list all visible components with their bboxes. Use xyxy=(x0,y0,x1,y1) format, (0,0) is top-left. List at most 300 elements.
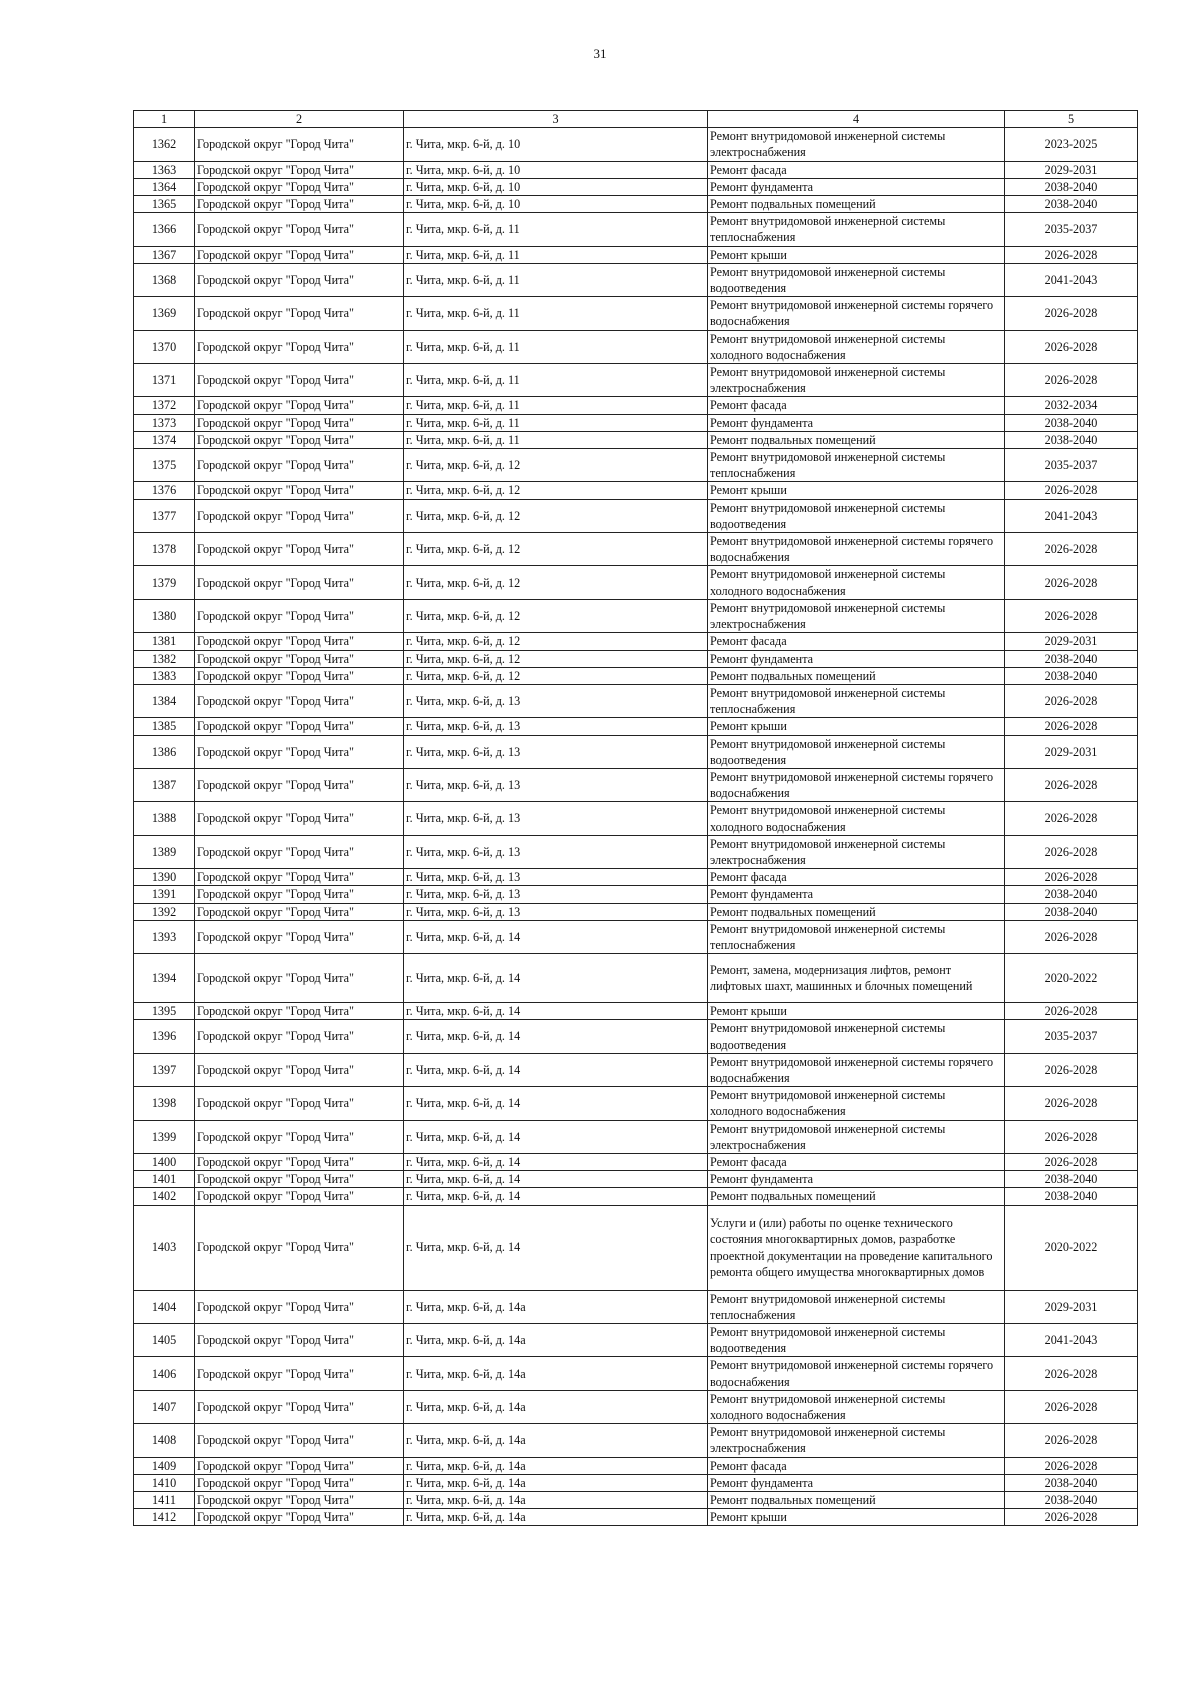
work-type-cell: Ремонт подвальных помещений xyxy=(708,1188,1005,1205)
row-number-cell: 1397 xyxy=(134,1053,195,1086)
address-cell: г. Чита, мкр. 6-й, д. 10 xyxy=(404,128,708,161)
row-number-cell: 1374 xyxy=(134,431,195,448)
municipality-cell: Городской округ "Город Чита" xyxy=(195,1474,404,1491)
period-cell: 2026-2028 xyxy=(1005,1003,1138,1020)
column-header: 4 xyxy=(708,111,1005,128)
municipality-cell: Городской округ "Город Чита" xyxy=(195,161,404,178)
row-number-cell: 1402 xyxy=(134,1188,195,1205)
period-cell: 2026-2028 xyxy=(1005,768,1138,801)
municipality-cell: Городской округ "Город Чита" xyxy=(195,1020,404,1053)
row-number-cell: 1398 xyxy=(134,1087,195,1120)
period-cell: 2026-2028 xyxy=(1005,802,1138,835)
address-cell: г. Чита, мкр. 6-й, д. 12 xyxy=(404,482,708,499)
address-cell: г. Чита, мкр. 6-й, д. 10 xyxy=(404,178,708,195)
work-type-cell: Ремонт крыши xyxy=(708,246,1005,263)
row-number-cell: 1362 xyxy=(134,128,195,161)
row-number-cell: 1382 xyxy=(134,650,195,667)
period-cell: 2038-2040 xyxy=(1005,886,1138,903)
address-cell: г. Чита, мкр. 6-й, д. 12 xyxy=(404,499,708,532)
municipality-cell: Городской округ "Город Чита" xyxy=(195,1492,404,1509)
period-cell: 2026-2028 xyxy=(1005,835,1138,868)
municipality-cell: Городской округ "Город Чита" xyxy=(195,1087,404,1120)
municipality-cell: Городской округ "Город Чита" xyxy=(195,1003,404,1020)
row-number-cell: 1366 xyxy=(134,213,195,246)
municipality-cell: Городской округ "Город Чита" xyxy=(195,1153,404,1170)
work-type-cell: Ремонт, замена, модернизация лифтов, ремонт лифтовых шахт, машинных и блочных помещений xyxy=(708,954,1005,1003)
period-cell: 2026-2028 xyxy=(1005,1087,1138,1120)
period-cell: 2035-2037 xyxy=(1005,449,1138,482)
table-row xyxy=(134,869,1138,886)
table-row xyxy=(134,886,1138,903)
work-type-cell: Ремонт фундамента xyxy=(708,178,1005,195)
row-number-cell: 1408 xyxy=(134,1424,195,1457)
table-row xyxy=(134,1290,1138,1323)
address-cell: г. Чита, мкр. 6-й, д. 11 xyxy=(404,397,708,414)
row-number-cell: 1378 xyxy=(134,533,195,566)
period-cell: 2032-2034 xyxy=(1005,397,1138,414)
period-cell: 2041-2043 xyxy=(1005,1324,1138,1357)
address-cell: г. Чита, мкр. 6-й, д. 14 xyxy=(404,1153,708,1170)
work-type-cell: Ремонт подвальных помещений xyxy=(708,1492,1005,1509)
address-cell: г. Чита, мкр. 6-й, д. 14 xyxy=(404,920,708,953)
work-type-cell: Ремонт подвальных помещений xyxy=(708,667,1005,684)
work-type-cell: Ремонт фундамента xyxy=(708,414,1005,431)
address-cell: г. Чита, мкр. 6-й, д. 14а xyxy=(404,1390,708,1423)
row-number-cell: 1385 xyxy=(134,718,195,735)
municipality-cell: Городской округ "Город Чита" xyxy=(195,499,404,532)
municipality-cell: Городской округ "Город Чита" xyxy=(195,449,404,482)
work-type-cell: Ремонт крыши xyxy=(708,1003,1005,1020)
work-type-cell: Ремонт внутридомовой инженерной системы теплоснабжения xyxy=(708,684,1005,717)
table-row xyxy=(134,1324,1138,1357)
municipality-cell: Городской округ "Город Чита" xyxy=(195,802,404,835)
row-number-cell: 1399 xyxy=(134,1120,195,1153)
period-cell: 2026-2028 xyxy=(1005,482,1138,499)
table-body xyxy=(134,128,1138,1526)
municipality-cell: Городской округ "Город Чита" xyxy=(195,414,404,431)
period-cell: 2038-2040 xyxy=(1005,903,1138,920)
table-row xyxy=(134,920,1138,953)
row-number-cell: 1386 xyxy=(134,735,195,768)
table-row xyxy=(134,213,1138,246)
table-row xyxy=(134,735,1138,768)
address-cell: г. Чита, мкр. 6-й, д. 14 xyxy=(404,1003,708,1020)
municipality-cell: Городской округ "Город Чита" xyxy=(195,684,404,717)
work-type-cell: Ремонт подвальных помещений xyxy=(708,903,1005,920)
period-cell: 2026-2028 xyxy=(1005,920,1138,953)
table-row xyxy=(134,954,1138,1003)
table-row xyxy=(134,499,1138,532)
table-row xyxy=(134,161,1138,178)
row-number-cell: 1401 xyxy=(134,1171,195,1188)
address-cell: г. Чита, мкр. 6-й, д. 14 xyxy=(404,1120,708,1153)
row-number-cell: 1407 xyxy=(134,1390,195,1423)
municipality-cell: Городской округ "Город Чита" xyxy=(195,1457,404,1474)
table-row xyxy=(134,482,1138,499)
address-cell: г. Чита, мкр. 6-й, д. 14 xyxy=(404,1087,708,1120)
municipality-cell: Городской округ "Город Чита" xyxy=(195,768,404,801)
row-number-cell: 1376 xyxy=(134,482,195,499)
period-cell: 2026-2028 xyxy=(1005,1120,1138,1153)
table-row xyxy=(134,397,1138,414)
period-cell: 2029-2031 xyxy=(1005,735,1138,768)
period-cell: 2038-2040 xyxy=(1005,178,1138,195)
period-cell: 2035-2037 xyxy=(1005,1020,1138,1053)
capital-repair-table xyxy=(133,110,1138,1526)
period-cell: 2029-2031 xyxy=(1005,161,1138,178)
row-number-cell: 1364 xyxy=(134,178,195,195)
row-number-cell: 1383 xyxy=(134,667,195,684)
municipality-cell: Городской округ "Город Чита" xyxy=(195,297,404,330)
address-cell: г. Чита, мкр. 6-й, д. 13 xyxy=(404,768,708,801)
period-cell: 2020-2022 xyxy=(1005,1205,1138,1290)
municipality-cell: Городской округ "Город Чита" xyxy=(195,364,404,397)
address-cell: г. Чита, мкр. 6-й, д. 13 xyxy=(404,684,708,717)
address-cell: г. Чита, мкр. 6-й, д. 13 xyxy=(404,802,708,835)
row-number-cell: 1379 xyxy=(134,566,195,599)
municipality-cell: Городской округ "Город Чита" xyxy=(195,1324,404,1357)
table-row xyxy=(134,768,1138,801)
work-type-cell: Ремонт фасада xyxy=(708,633,1005,650)
municipality-cell: Городской округ "Город Чита" xyxy=(195,667,404,684)
municipality-cell: Городской округ "Город Чита" xyxy=(195,213,404,246)
row-number-cell: 1404 xyxy=(134,1290,195,1323)
address-cell: г. Чита, мкр. 6-й, д. 14а xyxy=(404,1509,708,1526)
period-cell: 2029-2031 xyxy=(1005,633,1138,650)
row-number-cell: 1393 xyxy=(134,920,195,953)
table-row xyxy=(134,128,1138,161)
table-row xyxy=(134,364,1138,397)
table-row xyxy=(134,633,1138,650)
address-cell: г. Чита, мкр. 6-й, д. 14 xyxy=(404,954,708,1003)
table-row xyxy=(134,1053,1138,1086)
municipality-cell: Городской округ "Город Чита" xyxy=(195,330,404,363)
row-number-cell: 1372 xyxy=(134,397,195,414)
table-row xyxy=(134,196,1138,213)
address-cell: г. Чита, мкр. 6-й, д. 13 xyxy=(404,735,708,768)
address-cell: г. Чита, мкр. 6-й, д. 11 xyxy=(404,263,708,296)
address-cell: г. Чита, мкр. 6-й, д. 14 xyxy=(404,1171,708,1188)
row-number-cell: 1370 xyxy=(134,330,195,363)
table-row xyxy=(134,1020,1138,1053)
table-row xyxy=(134,903,1138,920)
period-cell: 2026-2028 xyxy=(1005,246,1138,263)
period-cell: 2026-2028 xyxy=(1005,364,1138,397)
work-type-cell: Ремонт внутридомовой инженерной системы холодного водоснабжения xyxy=(708,1390,1005,1423)
period-cell: 2026-2028 xyxy=(1005,1153,1138,1170)
table-row xyxy=(134,599,1138,632)
address-cell: г. Чита, мкр. 6-й, д. 13 xyxy=(404,718,708,735)
work-type-cell: Ремонт подвальных помещений xyxy=(708,431,1005,448)
municipality-cell: Городской округ "Город Чита" xyxy=(195,196,404,213)
row-number-cell: 1400 xyxy=(134,1153,195,1170)
address-cell: г. Чита, мкр. 6-й, д. 12 xyxy=(404,449,708,482)
work-type-cell: Ремонт крыши xyxy=(708,482,1005,499)
municipality-cell: Городской округ "Город Чита" xyxy=(195,1509,404,1526)
period-cell: 2026-2028 xyxy=(1005,533,1138,566)
table-row xyxy=(134,330,1138,363)
column-header: 3 xyxy=(404,111,708,128)
address-cell: г. Чита, мкр. 6-й, д. 14а xyxy=(404,1290,708,1323)
table-row xyxy=(134,1457,1138,1474)
municipality-cell: Городской округ "Город Чита" xyxy=(195,1053,404,1086)
work-type-cell: Ремонт внутридомовой инженерной системы холодного водоснабжения xyxy=(708,802,1005,835)
municipality-cell: Городской округ "Город Чита" xyxy=(195,566,404,599)
row-number-cell: 1381 xyxy=(134,633,195,650)
work-type-cell: Ремонт внутридомовой инженерной системы электроснабжения xyxy=(708,364,1005,397)
table-row xyxy=(134,684,1138,717)
table-row xyxy=(134,1509,1138,1526)
row-number-cell: 1368 xyxy=(134,263,195,296)
municipality-cell: Городской округ "Город Чита" xyxy=(195,1290,404,1323)
municipality-cell: Городской округ "Город Чита" xyxy=(195,533,404,566)
municipality-cell: Городской округ "Город Чита" xyxy=(195,869,404,886)
period-cell: 2038-2040 xyxy=(1005,1492,1138,1509)
work-type-cell: Ремонт фасада xyxy=(708,161,1005,178)
row-number-cell: 1395 xyxy=(134,1003,195,1020)
page-number: 31 xyxy=(593,46,607,61)
row-number-cell: 1389 xyxy=(134,835,195,868)
row-number-cell: 1390 xyxy=(134,869,195,886)
table-row xyxy=(134,1424,1138,1457)
table-row xyxy=(134,1357,1138,1390)
row-number-cell: 1409 xyxy=(134,1457,195,1474)
work-type-cell: Ремонт внутридомовой инженерной системы теплоснабжения xyxy=(708,213,1005,246)
work-type-cell: Ремонт внутридомовой инженерной системы горячего водоснабжения xyxy=(708,533,1005,566)
work-type-cell: Ремонт крыши xyxy=(708,1509,1005,1526)
period-cell: 2020-2022 xyxy=(1005,954,1138,1003)
municipality-cell: Городской округ "Город Чита" xyxy=(195,599,404,632)
municipality-cell: Городской округ "Город Чита" xyxy=(195,718,404,735)
period-cell: 2026-2028 xyxy=(1005,718,1138,735)
work-type-cell: Ремонт внутридомовой инженерной системы электроснабжения xyxy=(708,128,1005,161)
municipality-cell: Городской округ "Город Чита" xyxy=(195,903,404,920)
municipality-cell: Городской округ "Город Чита" xyxy=(195,1188,404,1205)
work-type-cell: Ремонт внутридомовой инженерной системы теплоснабжения xyxy=(708,1290,1005,1323)
work-type-cell: Ремонт фасада xyxy=(708,1457,1005,1474)
row-number-cell: 1380 xyxy=(134,599,195,632)
address-cell: г. Чита, мкр. 6-й, д. 13 xyxy=(404,835,708,868)
work-type-cell: Ремонт внутридомовой инженерной системы теплоснабжения xyxy=(708,449,1005,482)
header-row xyxy=(134,111,1138,128)
row-number-cell: 1375 xyxy=(134,449,195,482)
row-number-cell: 1411 xyxy=(134,1492,195,1509)
municipality-cell: Городской округ "Город Чита" xyxy=(195,1205,404,1290)
work-type-cell: Ремонт внутридомовой инженерной системы горячего водоснабжения xyxy=(708,297,1005,330)
period-cell: 2026-2028 xyxy=(1005,566,1138,599)
municipality-cell: Городской округ "Город Чита" xyxy=(195,633,404,650)
municipality-cell: Городской округ "Город Чита" xyxy=(195,178,404,195)
address-cell: г. Чита, мкр. 6-й, д. 14а xyxy=(404,1357,708,1390)
address-cell: г. Чита, мкр. 6-й, д. 14 xyxy=(404,1205,708,1290)
row-number-cell: 1387 xyxy=(134,768,195,801)
table-row xyxy=(134,1492,1138,1509)
row-number-cell: 1363 xyxy=(134,161,195,178)
work-type-cell: Ремонт внутридомовой инженерной системы горячего водоснабжения xyxy=(708,768,1005,801)
row-number-cell: 1384 xyxy=(134,684,195,717)
period-cell: 2026-2028 xyxy=(1005,297,1138,330)
address-cell: г. Чита, мкр. 6-й, д. 13 xyxy=(404,903,708,920)
table-row xyxy=(134,246,1138,263)
period-cell: 2029-2031 xyxy=(1005,1290,1138,1323)
period-cell: 2038-2040 xyxy=(1005,431,1138,448)
address-cell: г. Чита, мкр. 6-й, д. 14а xyxy=(404,1492,708,1509)
address-cell: г. Чита, мкр. 6-й, д. 11 xyxy=(404,431,708,448)
work-type-cell: Ремонт фундамента xyxy=(708,1474,1005,1491)
address-cell: г. Чита, мкр. 6-й, д. 14а xyxy=(404,1324,708,1357)
address-cell: г. Чита, мкр. 6-й, д. 14 xyxy=(404,1053,708,1086)
work-type-cell: Ремонт внутридомовой инженерной системы теплоснабжения xyxy=(708,920,1005,953)
address-cell: г. Чита, мкр. 6-й, д. 12 xyxy=(404,633,708,650)
column-header: 2 xyxy=(195,111,404,128)
address-cell: г. Чита, мкр. 6-й, д. 11 xyxy=(404,246,708,263)
work-type-cell: Ремонт фундамента xyxy=(708,886,1005,903)
table-row xyxy=(134,178,1138,195)
table-row xyxy=(134,1188,1138,1205)
table-row xyxy=(134,1153,1138,1170)
address-cell: г. Чита, мкр. 6-й, д. 14 xyxy=(404,1020,708,1053)
work-type-cell: Ремонт внутридомовой инженерной системы горячего водоснабжения xyxy=(708,1053,1005,1086)
row-number-cell: 1371 xyxy=(134,364,195,397)
period-cell: 2038-2040 xyxy=(1005,650,1138,667)
municipality-cell: Городской округ "Город Чита" xyxy=(195,482,404,499)
table-row xyxy=(134,1003,1138,1020)
period-cell: 2026-2028 xyxy=(1005,684,1138,717)
table-row xyxy=(134,449,1138,482)
row-number-cell: 1410 xyxy=(134,1474,195,1491)
column-header: 1 xyxy=(134,111,195,128)
work-type-cell: Ремонт внутридомовой инженерной системы холодного водоснабжения xyxy=(708,330,1005,363)
period-cell: 2026-2028 xyxy=(1005,1509,1138,1526)
municipality-cell: Городской округ "Город Чита" xyxy=(195,128,404,161)
period-cell: 2038-2040 xyxy=(1005,1188,1138,1205)
period-cell: 2038-2040 xyxy=(1005,1474,1138,1491)
row-number-cell: 1369 xyxy=(134,297,195,330)
work-type-cell: Ремонт внутридомовой инженерной системы горячего водоснабжения xyxy=(708,1357,1005,1390)
municipality-cell: Городской округ "Город Чита" xyxy=(195,246,404,263)
address-cell: г. Чита, мкр. 6-й, д. 11 xyxy=(404,330,708,363)
municipality-cell: Городской округ "Город Чита" xyxy=(195,1357,404,1390)
address-cell: г. Чита, мкр. 6-й, д. 10 xyxy=(404,196,708,213)
address-cell: г. Чита, мкр. 6-й, д. 12 xyxy=(404,667,708,684)
table-row xyxy=(134,566,1138,599)
address-cell: г. Чита, мкр. 6-й, д. 11 xyxy=(404,213,708,246)
municipality-cell: Городской округ "Город Чита" xyxy=(195,1390,404,1423)
row-number-cell: 1377 xyxy=(134,499,195,532)
municipality-cell: Городской округ "Город Чита" xyxy=(195,431,404,448)
period-cell: 2038-2040 xyxy=(1005,414,1138,431)
table-row xyxy=(134,802,1138,835)
table-row xyxy=(134,667,1138,684)
work-type-cell: Ремонт внутридомовой инженерной системы водоотведения xyxy=(708,1020,1005,1053)
municipality-cell: Городской округ "Город Чита" xyxy=(195,954,404,1003)
municipality-cell: Городской округ "Город Чита" xyxy=(195,920,404,953)
address-cell: г. Чита, мкр. 6-й, д. 12 xyxy=(404,566,708,599)
table-row xyxy=(134,650,1138,667)
period-cell: 2038-2040 xyxy=(1005,667,1138,684)
work-type-cell: Ремонт внутридомовой инженерной системы водоотведения xyxy=(708,263,1005,296)
work-type-cell: Ремонт внутридомовой инженерной системы водоотведения xyxy=(708,735,1005,768)
address-cell: г. Чита, мкр. 6-й, д. 10 xyxy=(404,161,708,178)
column-header: 5 xyxy=(1005,111,1138,128)
work-type-cell: Ремонт подвальных помещений xyxy=(708,196,1005,213)
municipality-cell: Городской округ "Город Чита" xyxy=(195,886,404,903)
table-row xyxy=(134,1087,1138,1120)
period-cell: 2041-2043 xyxy=(1005,263,1138,296)
work-type-cell: Ремонт внутридомовой инженерной системы электроснабжения xyxy=(708,599,1005,632)
period-cell: 2026-2028 xyxy=(1005,1457,1138,1474)
table-row xyxy=(134,1120,1138,1153)
row-number-cell: 1365 xyxy=(134,196,195,213)
address-cell: г. Чита, мкр. 6-й, д. 11 xyxy=(404,297,708,330)
row-number-cell: 1403 xyxy=(134,1205,195,1290)
address-cell: г. Чита, мкр. 6-й, д. 11 xyxy=(404,414,708,431)
address-cell: г. Чита, мкр. 6-й, д. 12 xyxy=(404,650,708,667)
table-row xyxy=(134,414,1138,431)
work-type-cell: Ремонт внутридомовой инженерной системы холодного водоснабжения xyxy=(708,566,1005,599)
work-type-cell: Услуги и (или) работы по оценке технического состояния многоквартирных домов, разработке проектной документации на проведение капитального ремонта общего имущества многоквартирных домов xyxy=(708,1205,1005,1290)
address-cell: г. Чита, мкр. 6-й, д. 14а xyxy=(404,1424,708,1457)
period-cell: 2026-2028 xyxy=(1005,1357,1138,1390)
work-type-cell: Ремонт фасада xyxy=(708,1153,1005,1170)
row-number-cell: 1388 xyxy=(134,802,195,835)
work-type-cell: Ремонт внутридомовой инженерной системы электроснабжения xyxy=(708,1120,1005,1153)
period-cell: 2026-2028 xyxy=(1005,1424,1138,1457)
row-number-cell: 1367 xyxy=(134,246,195,263)
work-type-cell: Ремонт фасада xyxy=(708,397,1005,414)
period-cell: 2023-2025 xyxy=(1005,128,1138,161)
period-cell: 2026-2028 xyxy=(1005,599,1138,632)
table-row xyxy=(134,263,1138,296)
municipality-cell: Городской округ "Город Чита" xyxy=(195,1120,404,1153)
row-number-cell: 1394 xyxy=(134,954,195,1003)
municipality-cell: Городской округ "Город Чита" xyxy=(195,1171,404,1188)
municipality-cell: Городской округ "Город Чита" xyxy=(195,1424,404,1457)
row-number-cell: 1373 xyxy=(134,414,195,431)
address-cell: г. Чита, мкр. 6-й, д. 11 xyxy=(404,364,708,397)
work-type-cell: Ремонт фундамента xyxy=(708,1171,1005,1188)
address-cell: г. Чита, мкр. 6-й, д. 12 xyxy=(404,533,708,566)
address-cell: г. Чита, мкр. 6-й, д. 12 xyxy=(404,599,708,632)
address-cell: г. Чита, мкр. 6-й, д. 14а xyxy=(404,1457,708,1474)
period-cell: 2041-2043 xyxy=(1005,499,1138,532)
row-number-cell: 1391 xyxy=(134,886,195,903)
address-cell: г. Чита, мкр. 6-й, д. 13 xyxy=(404,886,708,903)
row-number-cell: 1392 xyxy=(134,903,195,920)
work-type-cell: Ремонт внутридомовой инженерной системы водоотведения xyxy=(708,1324,1005,1357)
table-row xyxy=(134,1171,1138,1188)
row-number-cell: 1406 xyxy=(134,1357,195,1390)
work-type-cell: Ремонт внутридомовой инженерной системы холодного водоснабжения xyxy=(708,1087,1005,1120)
row-number-cell: 1405 xyxy=(134,1324,195,1357)
table-row xyxy=(134,431,1138,448)
table-row xyxy=(134,718,1138,735)
period-cell: 2026-2028 xyxy=(1005,1390,1138,1423)
municipality-cell: Городской округ "Город Чита" xyxy=(195,650,404,667)
work-type-cell: Ремонт внутридомовой инженерной системы водоотведения xyxy=(708,499,1005,532)
table-row xyxy=(134,1474,1138,1491)
table-row xyxy=(134,297,1138,330)
period-cell: 2026-2028 xyxy=(1005,1053,1138,1086)
municipality-cell: Городской округ "Город Чита" xyxy=(195,735,404,768)
work-type-cell: Ремонт крыши xyxy=(708,718,1005,735)
work-type-cell: Ремонт фасада xyxy=(708,869,1005,886)
period-cell: 2035-2037 xyxy=(1005,213,1138,246)
table-row xyxy=(134,1205,1138,1290)
row-number-cell: 1396 xyxy=(134,1020,195,1053)
address-cell: г. Чита, мкр. 6-й, д. 13 xyxy=(404,869,708,886)
period-cell: 2038-2040 xyxy=(1005,1171,1138,1188)
